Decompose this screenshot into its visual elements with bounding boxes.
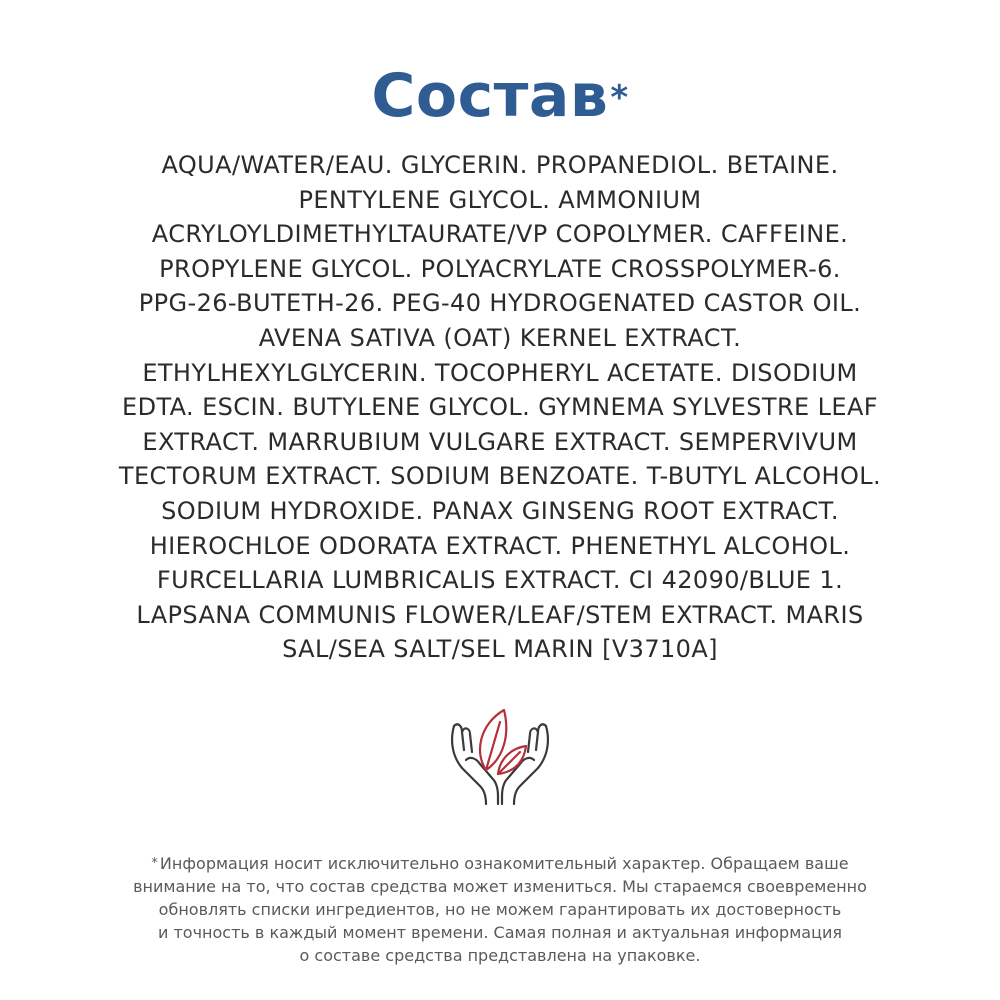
disclaimer-line: и точность в каждый момент времени. Самая полная и актуальная информация: [158, 923, 842, 942]
disclaimer-line: обновлять списки ингредиентов, но не можем гарантировать их достоверность: [158, 900, 842, 919]
ingredients-list: [20, 148, 980, 667]
disclaimer-line: внимание на то, что состав средства может измениться. Мы стараемся своевременно: [133, 877, 867, 896]
disclaimer-asterisk: *: [151, 856, 158, 871]
ingredients-line: SAL/SEA SALT/SEL MARIN [V3710A]: [282, 635, 718, 664]
ingredients-line: EXTRACT. MARRUBIUM VULGARE EXTRACT. SEMPERVIVUM: [142, 427, 858, 456]
ingredients-line: AQUA/WATER/EAU. GLYCERIN. PROPANEDIOL. BETAINE.: [161, 151, 839, 179]
ingredients-line: PENTYLENE GLYCOL. AMMONIUM: [298, 185, 702, 214]
ingredients-line: PROPYLENE GLYCOL. POLYACRYLATE CROSSPOLYMER-6.: [159, 254, 841, 283]
ingredients-line: HIEROCHLOE ODORATA EXTRACT. PHENETHYL ALCOHOL.: [149, 531, 851, 560]
disclaimer-line: [20, 852, 980, 875]
ingredients-line: ACRYLOYLDIMETHYLTAURATE/VP COPOLYMER. CAFFEINE.: [151, 220, 849, 249]
hands-holding-leaves-icon: [440, 700, 560, 810]
ingredients-line: TECTORUM EXTRACT. SODIUM BENZOATE. T-BUTYL ALCOHOL.: [118, 462, 882, 491]
ingredients-line: EDTA. ESCIN. BUTYLENE GLYCOL. GYMNEMA SYLVESTRE LEAF: [122, 393, 878, 422]
page-title: [0, 56, 1000, 136]
ingredients-line: AVENA SATIVA (OAT) KERNEL EXTRACT.: [258, 323, 742, 352]
ingredients-line: SODIUM HYDROXIDE. PANAX GINSENG ROOT EXTRACT.: [161, 496, 839, 525]
title-asterisk: *: [610, 78, 629, 118]
title-text: Состав: [371, 61, 609, 131]
disclaimer-note: [20, 852, 980, 967]
disclaimer-line-text: Информация носит исключительно ознакомительный характер. Обращаем ваше: [159, 854, 849, 873]
ingredients-line: PPG-26-BUTETH-26. PEG-40 HYDROGENATED CASTOR OIL.: [138, 289, 862, 318]
ingredients-line: FURCELLARIA LUMBRICALIS EXTRACT. CI 42090/BLUE 1.: [156, 566, 844, 595]
disclaimer-line: о составе средства представлена на упаковке.: [299, 946, 701, 965]
ingredients-line: ETHYLHEXYLGLYCERIN. TOCOPHERYL ACETATE. DISODIUM: [142, 358, 858, 387]
ingredients-line: LAPSANA COMMUNIS FLOWER/LEAF/STEM EXTRACT. MARIS: [136, 600, 864, 629]
